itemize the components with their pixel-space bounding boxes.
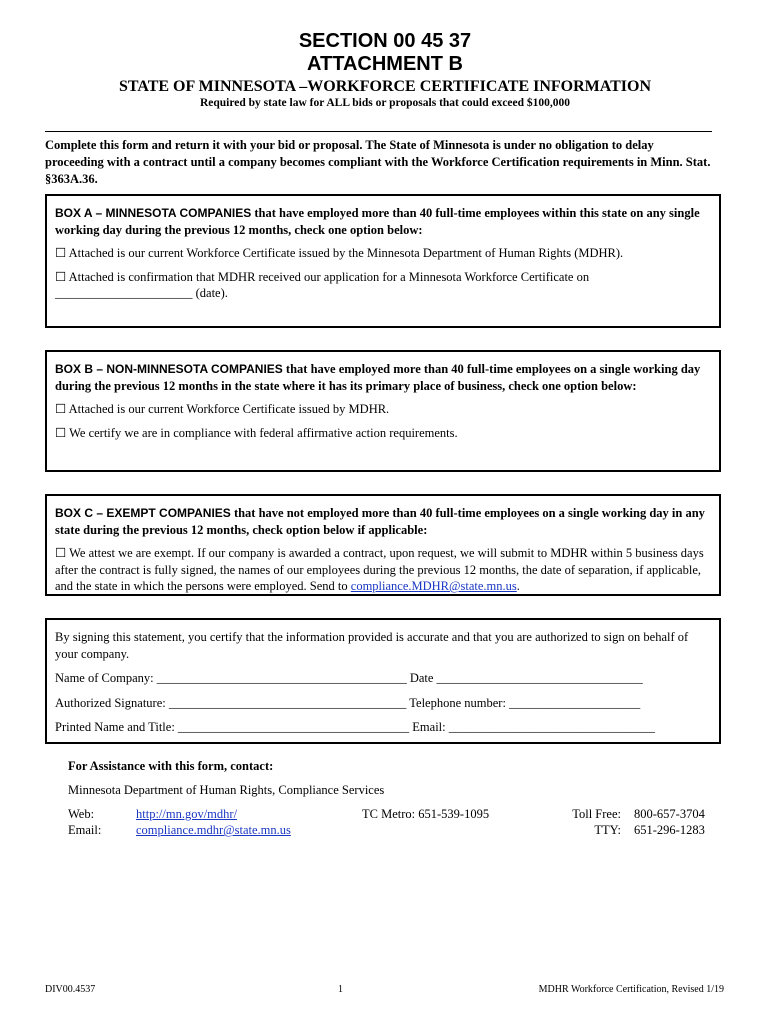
contact-heading: For Assistance with this form, contact: xyxy=(68,759,274,773)
email-link[interactable]: compliance.mdhr@state.mn.us xyxy=(136,823,291,837)
tc-metro-phone: TC Metro: 651-539-1095 xyxy=(362,807,490,821)
printed-name-field[interactable]: Printed Name and Title: _____________________________________ Email: _________________________________ xyxy=(55,720,655,734)
box-a-label: BOX A – MINNESOTA COMPANIES xyxy=(55,206,252,220)
box-c-option-1-text: ☐ We attest we are exempt. If our company is awarded a contract, upon request, we will submit to MDHR within 5 business days after the contract is fully signed, the names of our employees during the previous 12 months, the date of separation, if applicable, and the state in which the persons were employed. Send to xyxy=(55,546,704,593)
intro-text: Complete this form and return it with your bid or proposal. The State of Minnesota is under no obligation to delay proceeding with a contract until a company becomes compliant with the Workforce Certification requirements in Minn. Stat. §363A.36. xyxy=(45,138,711,186)
divider xyxy=(45,131,712,132)
box-b-header xyxy=(55,361,711,394)
box-a-option-2[interactable]: ☐ Attached is confirmation that MDHR received our application for a Minnesota Workforce Certificate on ______________________ (date). xyxy=(55,269,590,300)
toll-free-number: 800-657-3704 xyxy=(634,807,705,821)
page-number: 1 xyxy=(338,984,343,995)
contact-org: Minnesota Department of Human Rights, Compliance Services xyxy=(68,783,385,797)
box-a-header-text: that have employed more than 40 full-time employees within this state on any single working day during the previous 12 months, check one option below: xyxy=(55,206,700,237)
box-b-header-text: that have employed more than 40 full-time employees on a single working day during the previous 12 months in the state where it has its primary place of business, check one option below: xyxy=(55,362,701,393)
compliance-email-link[interactable]: compliance.MDHR@state.mn.us xyxy=(350,579,517,593)
authorized-signature-field[interactable]: Authorized Signature: ______________________________________ Telephone number: _____________________ xyxy=(55,695,641,710)
document-code: DIV00.4537 xyxy=(45,984,96,995)
signature-statement: By signing this statement, you certify that the information provided is accurate and that you are authorized to sign on behalf of your company. xyxy=(55,630,689,661)
page-subtitle: Required by state law for ALL bids or proposals that could exceed $100,000 xyxy=(199,97,571,109)
email-label: Email: xyxy=(68,823,102,837)
box-c-option-1[interactable] xyxy=(55,545,711,595)
box-b-option-2[interactable]: ☐ We certify we are in compliance with federal affirmative action requirements. xyxy=(55,425,458,440)
box-b-label: BOX B – NON-MINNESOTA COMPANIES xyxy=(55,362,283,376)
box-c-header-text: that have not employed more than 40 full-time employees on a single working day in any state during the previous 12 months, check option below if applicable: xyxy=(55,506,705,537)
revision-note: MDHR Workforce Certification, Revised 1/19 xyxy=(538,984,724,995)
box-b-option-1[interactable]: ☐ Attached is our current Workforce Certificate issued by MDHR. xyxy=(55,402,390,416)
box-a-header xyxy=(55,205,711,238)
web-link[interactable]: http://mn.gov/mdhr/ xyxy=(136,807,238,821)
section-number: SECTION 00 45 37 xyxy=(298,30,472,52)
attachment-label: ATTACHMENT B xyxy=(307,53,463,75)
box-a xyxy=(45,194,721,328)
box-c xyxy=(45,494,721,596)
box-c-option-1-end: . xyxy=(516,579,520,593)
web-label: Web: xyxy=(68,807,95,821)
toll-free-label: Toll Free: xyxy=(572,807,621,821)
tty-label: TTY: xyxy=(594,823,621,837)
company-name-field[interactable]: Name of Company: ________________________________________ Date _________________________________ xyxy=(55,671,643,685)
box-c-label: BOX C – EXEMPT COMPANIES xyxy=(55,506,231,520)
box-a-option-1[interactable]: ☐ Attached is our current Workforce Certificate issued by the Minnesota Department of Human Rights (MDHR). xyxy=(55,246,624,260)
signature-box xyxy=(45,618,721,744)
page-title: STATE OF MINNESOTA –WORKFORCE CERTIFICATE INFORMATION xyxy=(118,78,652,95)
box-b xyxy=(45,350,721,472)
tty-number: 651-296-1283 xyxy=(634,823,705,837)
box-c-header xyxy=(55,505,711,538)
